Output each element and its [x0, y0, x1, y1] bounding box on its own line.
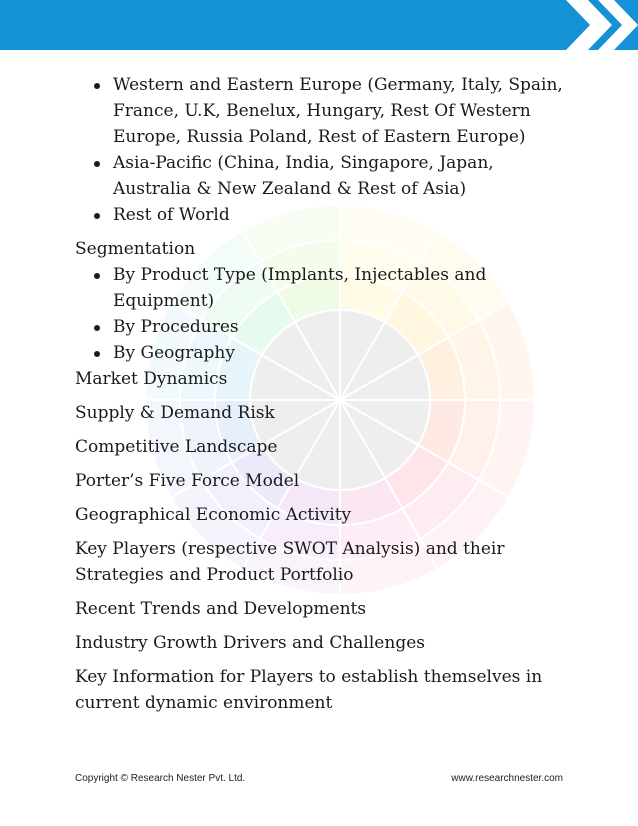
footer-website: www.researchnester.com [451, 773, 563, 784]
banner-graphic [0, 0, 638, 50]
regions-list [75, 72, 575, 228]
list-item: By Geography [94, 340, 575, 366]
section-market-dynamics: Market Dynamics [75, 369, 228, 389]
footer-copyright: Copyright © Research Nester Pvt. Ltd. [75, 773, 246, 784]
list-item: Western and Eastern Europe (Germany, Italy, Spain, France, U.K, Benelux, Hungary, Rest Of Western Europe, Russia Poland, Rest of Eastern Europe) [94, 72, 575, 150]
page-footer [75, 773, 563, 784]
section-supply-demand-risk: Supply & Demand Risk [75, 403, 275, 423]
section-key-information: Key Information for Players to establish themselves in current dynamic environment [75, 667, 543, 713]
segmentation-list [75, 262, 575, 366]
section-geo-economic-activity: Geographical Economic Activity [75, 505, 352, 525]
document-body [75, 72, 575, 716]
section-growth-drivers: Industry Growth Drivers and Challenges [75, 633, 425, 653]
section-key-players: Key Players (respective SWOT Analysis) and their Strategies and Product Portfolio [75, 539, 505, 585]
banner-bar [0, 0, 638, 50]
list-item: Rest of World [94, 202, 575, 228]
top-banner [0, 0, 638, 50]
section-competitive-landscape: Competitive Landscape [75, 437, 278, 457]
list-item: By Product Type (Implants, Injectables and Equipment) [94, 262, 575, 314]
segmentation-heading: Segmentation [75, 239, 196, 259]
section-porters-five-force: Porter’s Five Force Model [75, 471, 300, 491]
section-recent-trends: Recent Trends and Developments [75, 599, 367, 619]
list-item: By Procedures [94, 314, 575, 340]
list-item: Asia-Pacific (China, India, Singapore, Japan, Australia & New Zealand & Rest of Asia) [94, 150, 575, 202]
